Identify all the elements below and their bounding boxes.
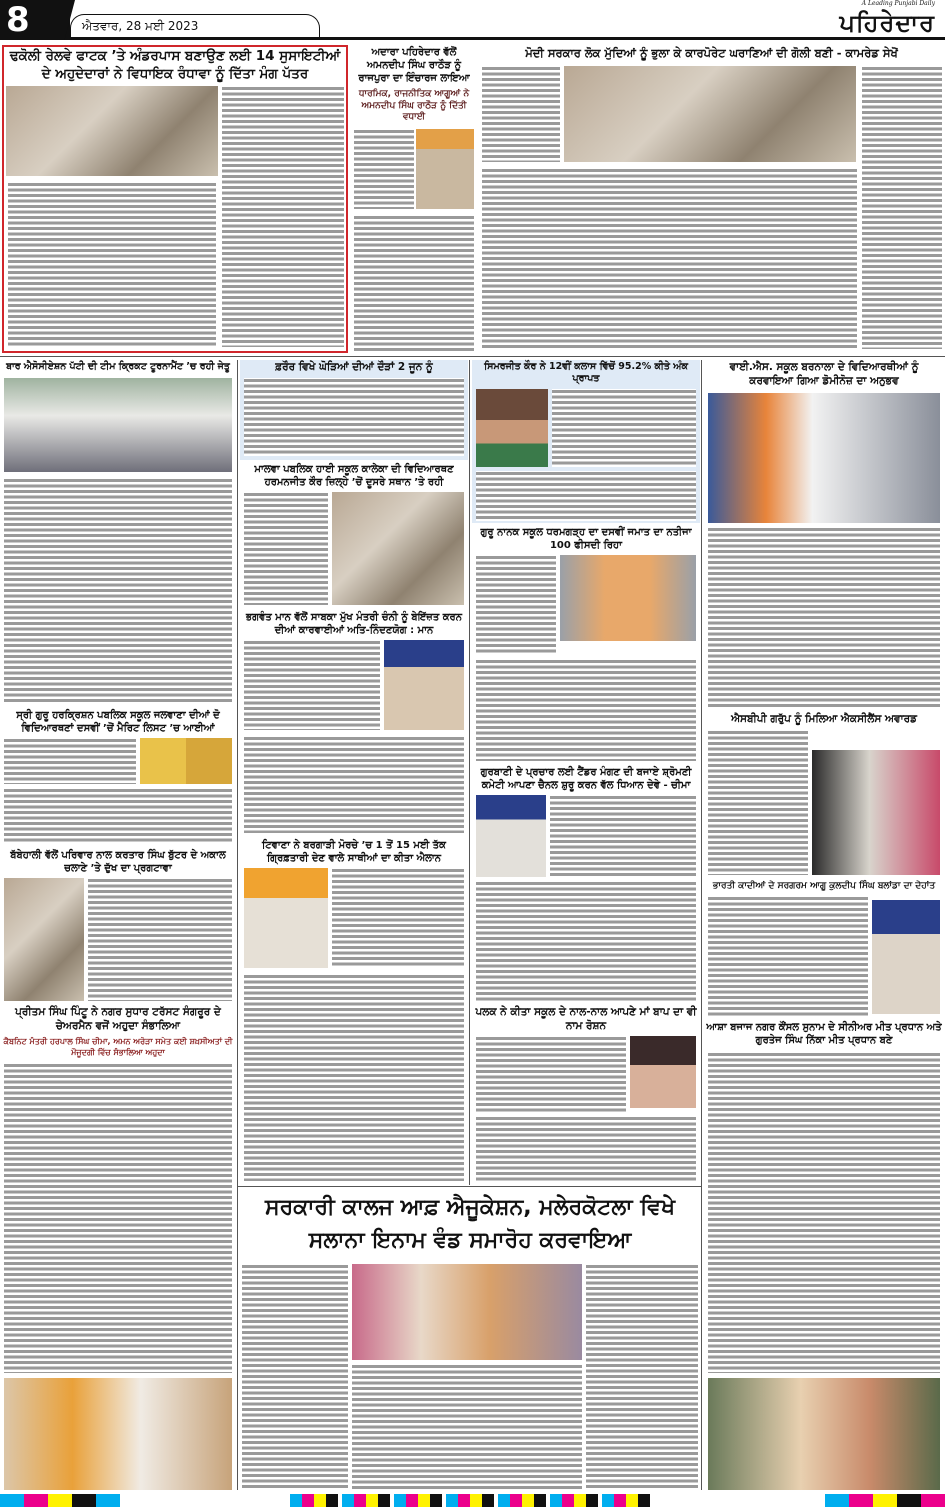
tagline: A Leading Punjabi Daily xyxy=(861,0,935,7)
photo-babehali xyxy=(4,878,84,1001)
article-bharti: ਭਾਰਤੀ ਕਾਦੀਆਂ ਦੇ ਸਰਗਰਮ ਆਗੂ ਕੁਲਦੀਪ ਸਿੰਘ ਬਲਾਂਡਾ ਦਾ ਦੇਹਾਂਤ xyxy=(704,880,944,1018)
article-bar: ਬਾਰ ਐਸੋਸੀਏਸ਼ਨ ਪੱਟੀ ਦੀ ਟੀਮ ਕ੍ਰਿਕਟ ਟੂਰਨਾਮੈਂਟ ’ਚ ਰਹੀ ਜੇਤੂ xyxy=(0,360,236,705)
newspaper-logo: ਪਹਿਰੇਦਾਰ xyxy=(839,9,935,37)
photo-tiwana xyxy=(244,868,328,968)
article-babehali: ਬੱਬੇਹਾਲੀ ਵੱਲੋਂ ਪਰਿਵਾਰ ਨਾਲ ਕਰਤਾਰ ਸਿੰਘ ਬੁੱਟਰ ਦੇ ਅਕਾਲ ਚਲਾਣੇ ’ਤੇ ਦੁੱਖ ਦਾ ਪ੍ਰਗਟਾਵਾ xyxy=(0,848,236,1003)
article-tiwana: ਟਿਵਾਣਾ ਨੇ ਬਰਗਾੜੀ ਮੋਰਚੇ ’ਚ 1 ਤੋਂ 15 ਮਈ ਤੱਕ ਗ੍ਰਿਫ਼ਤਾਰੀ ਦੇਣ ਵਾਲੇ ਸਾਥੀਆਂ ਦਾ ਕੀਤਾ ਐਲਾਨ xyxy=(240,838,468,1183)
photo-palak xyxy=(630,1036,696,1108)
article-college: ਸਰਕਾਰੀ ਕਾਲਜ ਆਫ਼ ਐਜੂਕੇਸ਼ਨ, ਮਲੇਰਕੋਟਲਾ ਵਿਖੇ ਸਲਾਨਾ ਇਨਾਮ ਵੰਡ ਸਮਾਰੋਹ ਕਰਵਾਇਆ xyxy=(240,1190,700,1492)
article-sbp: ਐਸਬੀਪੀ ਗਰੁੱਪ ਨੂੰ ਮਿਲਿਆ ਐਕਸੀਲੈਂਸ ਅਵਾਰਡ xyxy=(704,712,944,877)
issue-date: ਐਤਵਾਰ, 28 ਮਈ 2023 xyxy=(82,19,199,33)
article-ys: ਵਾਈ.ਐਸ. ਸਕੂਲ ਬਰਨਾਲਾ ਦੇ ਵਿਦਿਆਰਥੀਆਂ ਨੂੰ ਕਰਵਾਇਆ ਗਿਆ ਡੋਮੀਨੋਜ਼ ਦਾ ਅਨੁਭਵ xyxy=(704,360,944,710)
photo-amandeep xyxy=(416,129,474,209)
photo-malwa xyxy=(332,492,464,605)
article-dhakoli: ਢਕੋਲੀ ਰੇਲਵੇ ਫਾਟਕ ’ਤੇ ਅੰਡਰਪਾਸ ਬਣਾਉਣ ਲਈ 14 ਸੁਸਾਇਟੀਆਂ ਦੇ ਅਹੁਦੇਦਾਰਾਂ ਨੇ ਵਿਧਾਇਕ ਰੰਧਾਵਾ ਨੂੰ ਦਿੱਤਾ ਮੰਗ ਪੱਤਰ xyxy=(2,45,348,353)
article-pritam: ਪ੍ਰੀਤਮ ਸਿੰਘ ਪਿੰਟੂ ਨੇ ਨਗਰ ਸੁਧਾਰ ਟਰੱਸਟ ਸੰਗਰੂਰ ਦੇ ਚੇਅਰਮੈਨ ਵਜੋਂ ਅਹੁਦਾ ਸੰਭਾਲਿਆ ਕੈਬਨਿਟ ਮੰਤਰੀ ਹਰਪਾਲ ਸਿੰਘ ਚੀਮਾ, ਅਮਨ ਅਰੋੜਾ ਸਮੇਤ ਕਈ ਸ਼ਖ਼ਸੀਅਤਾਂ ਦੀ ਮੌਜੂਦਗੀ ਵਿੱਚ ਸੰਭਾਲਿਆ ਅਹੁਦਾ xyxy=(0,1005,236,1375)
photo-bar xyxy=(4,378,232,472)
photo-ys xyxy=(708,393,940,523)
article-harkrishan: ਸ੍ਰੀ ਗੁਰੂ ਹਰਕ੍ਰਿਸ਼ਨ ਪਬਲਿਕ ਸਕੂਲ ਜਲਵਾਣਾ ਦੀਆਂ ਦੋ ਵਿਦਿਆਰਥਣਾਂ ਦਸਵੀਂ ’ਚੋਂ ਮੈਰਿਟ ਲਿਸਟ ’ਚ ਆਈਆਂ xyxy=(0,708,236,846)
photo-college xyxy=(352,1264,582,1360)
article-bhagwant: ਭਗਵੰਤ ਮਾਨ ਵੱਲੋਂ ਸਾਬਕਾ ਮੁੱਖ ਮੰਤਰੀ ਚੰਨੀ ਨੂੰ ਬੇਇੱਜ਼ਤ ਕਰਨ ਦੀਆਂ ਕਾਰਵਾਈਆਂ ਅਤਿ-ਨਿੰਦਣਯੋਗ : ਮਾਨ xyxy=(240,610,468,835)
photo-harkrishan xyxy=(140,738,232,784)
photo-gurunanak xyxy=(560,555,696,641)
registration-bar-center xyxy=(290,1494,650,1507)
photo-pritam xyxy=(4,1378,232,1490)
article-modi: ਮੋਦੀ ਸਰਕਾਰ ਲੋਕ ਮੁੱਦਿਆਂ ਨੂੰ ਭੁਲਾ ਕੇ ਕਾਰਪੋਰੇਟ ਘਰਾਣਿਆਂ ਦੀ ਗੋਲੀ ਬਣੀ - ਕਾਮਰੇਡ ਸੇਖੋਂ xyxy=(480,45,943,353)
photo-asha xyxy=(708,1378,940,1490)
article-malwa: ਮਾਲਵਾ ਪਬਲਿਕ ਹਾਈ ਸਕੂਲ ਕਾਲੇਕਾ ਦੀ ਵਿਦਿਆਰਥਣ ਹਰਮਨਜੀਤ ਕੌਰ ਜ਼ਿਲ੍ਹੇ ’ਚੋਂ ਦੂਸਰੇ ਸਥਾਨ ’ਤੇ ਰਹੀ xyxy=(240,462,468,607)
registration-bar-left xyxy=(0,1494,120,1507)
article-palak: ਪਲਕ ਨੇ ਕੀਤਾ ਸਕੂਲ ਦੇ ਨਾਲ-ਨਾਲ ਆਪਣੇ ਮਾਂ ਬਾਪ ਦਾ ਵੀ ਨਾਮ ਰੋਸ਼ਨ xyxy=(472,1005,700,1185)
article-gurbani: ਗੁਰਬਾਣੀ ਦੇ ਪ੍ਰਚਾਰ ਲਈ ਟੈਂਡਰ ਮੰਗਣ ਦੀ ਬਜਾਏ ਸ਼੍ਰੋਮਣੀ ਕਮੇਟੀ ਆਪਣਾ ਚੈਨਲ ਸ਼ੁਰੂ ਕਰਨ ਵੱਲ ਧਿਆਨ ਦੇਵੇ - ਚੀਮਾ xyxy=(472,765,700,1003)
photo-dhakoli xyxy=(6,86,218,176)
registration-bar-right xyxy=(825,1494,945,1507)
masthead xyxy=(0,0,945,40)
photo-modi xyxy=(564,66,856,162)
article-amandeep: ਅਦਾਰਾ ਪਹਿਰੇਦਾਰ ਵੱਲੋਂ ਅਮਨਦੀਪ ਸਿੰਘ ਰਾਠੌੜ ਨੂੰ ਰਾਜਪੁਰਾ ਦਾ ਇੰਚਾਰਜ ਲਾਇਆ ਧਾਰਮਿਕ, ਰਾਜਨੀਤਿਕ ਆਗੂਆਂ ਨੇ ਅਮਨਦੀਪ ਸਿੰਘ ਰਾਠੌੜ ਨੂੰ ਦਿੱਤੀ ਵਧਾਈ xyxy=(352,45,476,353)
article-phillaur: ਫ਼ਰੌਰ ਵਿਖੇ ਘੋੜਿਆਂ ਦੀਆਂ ਦੌੜਾਂ 2 ਜੂਨ ਨੂੰ xyxy=(240,360,468,460)
photo-bhagwant xyxy=(384,640,464,730)
photo-bharti xyxy=(872,900,940,1014)
page-number: 8 xyxy=(6,0,30,40)
article-asha: ਆਸ਼ਾ ਬਜਾਜ ਨਗਰ ਕੌਂਸਲ ਸੁਨਾਮ ਦੇ ਸੀਨੀਅਰ ਮੀਤ ਪ੍ਰਧਾਨ ਅਤੇ ਗੁਰਤੇਜ ਸਿੰਘ ਨਿੱਕਾ ਮੀਤ ਪ੍ਰਧਾਨ ਬਣੇ xyxy=(704,1020,944,1375)
photo-gurbani xyxy=(476,795,546,877)
article-gurunanak: ਗੁਰੂ ਨਾਨਕ ਸਕੂਲ ਧਰਮਗੜ੍ਹ ਦਾ ਦਸਵੀਂ ਜਮਾਤ ਦਾ ਨਤੀਜਾ 100 ਫੀਸਦੀ ਰਿਹਾ xyxy=(472,525,700,763)
photo-simarjit xyxy=(476,389,548,467)
photo-sbp xyxy=(812,750,940,875)
article-simarjit: ਸਿਮਰਜੀਤ ਕੌਰ ਨੇ 12ਵੀਂ ਕਲਾਸ ਵਿੱਚੋਂ 95.2% ਕੀਤੇ ਅੰਕ ਪ੍ਰਾਪਤ xyxy=(472,360,700,523)
